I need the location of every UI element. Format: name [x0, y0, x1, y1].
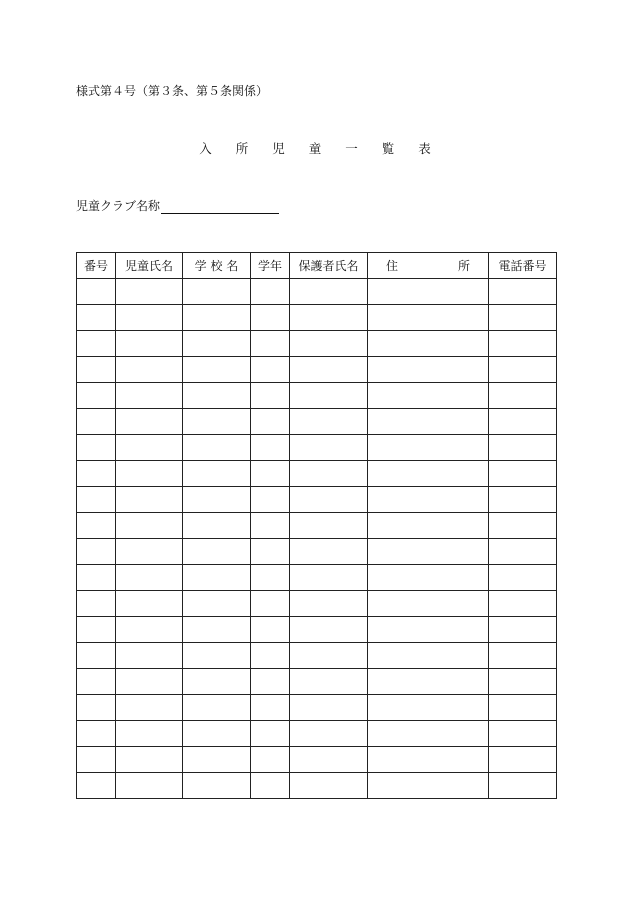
cell-phone[interactable]: [489, 435, 557, 461]
cell-guardian-name[interactable]: [290, 331, 368, 357]
header-phone: 電話番号: [489, 253, 557, 279]
cell-address[interactable]: [368, 305, 489, 331]
cell-grade[interactable]: [251, 461, 290, 487]
cell-address[interactable]: [368, 383, 489, 409]
cell-number[interactable]: [77, 383, 116, 409]
cell-child-name[interactable]: [116, 773, 183, 799]
document-title-char: 所: [235, 141, 249, 156]
club-name-blank-line[interactable]: [161, 200, 279, 214]
cell-guardian-name[interactable]: [290, 513, 368, 539]
cell-guardian-name[interactable]: [290, 487, 368, 513]
header-address-left: 住: [386, 259, 399, 273]
cell-child-name[interactable]: [116, 695, 183, 721]
roster-body: [77, 279, 557, 799]
cell-grade[interactable]: [251, 409, 290, 435]
cell-child-name[interactable]: [116, 721, 183, 747]
cell-guardian-name[interactable]: [290, 539, 368, 565]
cell-child-name[interactable]: [116, 383, 183, 409]
cell-guardian-name[interactable]: [290, 617, 368, 643]
cell-grade[interactable]: [251, 669, 290, 695]
table-row: [77, 461, 557, 487]
table-row: [77, 279, 557, 305]
document-title-char: 童: [308, 141, 322, 156]
cell-child-name[interactable]: [116, 409, 183, 435]
cell-number[interactable]: [77, 305, 116, 331]
cell-address[interactable]: [368, 409, 489, 435]
roster-table: [76, 252, 557, 799]
cell-grade[interactable]: [251, 513, 290, 539]
cell-address[interactable]: [368, 643, 489, 669]
cell-grade[interactable]: [251, 305, 290, 331]
cell-school-name[interactable]: [183, 721, 251, 747]
cell-child-name[interactable]: [116, 279, 183, 305]
cell-school-name[interactable]: [183, 461, 251, 487]
cell-child-name[interactable]: [116, 565, 183, 591]
cell-grade[interactable]: [251, 591, 290, 617]
cell-address[interactable]: [368, 721, 489, 747]
cell-phone[interactable]: [489, 539, 557, 565]
cell-address[interactable]: [368, 747, 489, 773]
document-title: [0, 141, 630, 157]
cell-address[interactable]: [368, 773, 489, 799]
cell-phone[interactable]: [489, 331, 557, 357]
cell-address[interactable]: [368, 331, 489, 357]
table-row: [77, 409, 557, 435]
cell-number[interactable]: [77, 409, 116, 435]
cell-address[interactable]: [368, 695, 489, 721]
cell-guardian-name[interactable]: [290, 643, 368, 669]
table-row: [77, 357, 557, 383]
cell-guardian-name[interactable]: [290, 591, 368, 617]
cell-child-name[interactable]: [116, 617, 183, 643]
cell-guardian-name[interactable]: [290, 383, 368, 409]
cell-guardian-name[interactable]: [290, 695, 368, 721]
cell-address[interactable]: [368, 461, 489, 487]
document-title-char: 表: [418, 141, 431, 156]
table-header-row: [77, 253, 557, 279]
table-row: [77, 617, 557, 643]
cell-grade[interactable]: [251, 643, 290, 669]
cell-grade[interactable]: [251, 383, 290, 409]
cell-child-name[interactable]: [116, 331, 183, 357]
cell-guardian-name[interactable]: [290, 435, 368, 461]
table-row: [77, 695, 557, 721]
cell-phone[interactable]: [489, 669, 557, 695]
cell-address[interactable]: [368, 513, 489, 539]
header-school-name: 学 校 名: [183, 253, 251, 279]
cell-school-name[interactable]: [183, 695, 251, 721]
cell-grade[interactable]: [251, 565, 290, 591]
cell-grade[interactable]: [251, 721, 290, 747]
club-name-field: [76, 198, 279, 214]
cell-number[interactable]: [77, 617, 116, 643]
cell-school-name[interactable]: [183, 617, 251, 643]
cell-address[interactable]: [368, 487, 489, 513]
cell-guardian-name[interactable]: [290, 721, 368, 747]
cell-child-name[interactable]: [116, 305, 183, 331]
cell-number[interactable]: [77, 695, 116, 721]
cell-school-name[interactable]: [183, 591, 251, 617]
cell-grade[interactable]: [251, 331, 290, 357]
cell-school-name[interactable]: [183, 331, 251, 357]
cell-number[interactable]: [77, 721, 116, 747]
cell-school-name[interactable]: [183, 669, 251, 695]
cell-child-name[interactable]: [116, 643, 183, 669]
table-row: [77, 721, 557, 747]
cell-address[interactable]: [368, 539, 489, 565]
cell-number[interactable]: [77, 357, 116, 383]
cell-phone[interactable]: [489, 279, 557, 305]
cell-address[interactable]: [368, 669, 489, 695]
cell-child-name[interactable]: [116, 747, 183, 773]
form-number: 様式第４号（第３条、第５条関係）: [76, 84, 269, 98]
document-title-char: 一: [345, 141, 358, 156]
cell-school-name[interactable]: [183, 643, 251, 669]
cell-phone[interactable]: [489, 747, 557, 773]
cell-address[interactable]: [368, 435, 489, 461]
cell-child-name[interactable]: [116, 513, 183, 539]
cell-number[interactable]: [77, 279, 116, 305]
cell-school-name[interactable]: [183, 305, 251, 331]
cell-school-name[interactable]: [183, 565, 251, 591]
cell-address[interactable]: [368, 357, 489, 383]
cell-phone[interactable]: [489, 305, 557, 331]
cell-number[interactable]: [77, 773, 116, 799]
cell-address[interactable]: [368, 565, 489, 591]
cell-grade[interactable]: [251, 773, 290, 799]
cell-number[interactable]: [77, 331, 116, 357]
cell-school-name[interactable]: [183, 513, 251, 539]
cell-school-name[interactable]: [183, 383, 251, 409]
cell-school-name[interactable]: [183, 747, 251, 773]
cell-number[interactable]: [77, 513, 116, 539]
cell-number[interactable]: [77, 669, 116, 695]
cell-school-name[interactable]: [183, 409, 251, 435]
cell-phone[interactable]: [489, 461, 557, 487]
cell-number[interactable]: [77, 643, 116, 669]
table-row: [77, 305, 557, 331]
document-title-char: 覧: [381, 141, 395, 156]
club-name-label: 児童クラブ名称: [76, 199, 161, 213]
cell-grade[interactable]: [251, 357, 290, 383]
cell-phone[interactable]: [489, 357, 557, 383]
document-title-char: 児: [272, 141, 285, 156]
header-number: 番号: [77, 253, 116, 279]
cell-guardian-name[interactable]: [290, 279, 368, 305]
header-address-right: 所: [457, 259, 470, 273]
header-child-name: 児童氏名: [116, 253, 183, 279]
table-row: [77, 539, 557, 565]
table-row: [77, 773, 557, 799]
cell-grade[interactable]: [251, 617, 290, 643]
cell-child-name[interactable]: [116, 487, 183, 513]
cell-school-name[interactable]: [183, 773, 251, 799]
document-title-char: 入: [199, 141, 212, 156]
cell-number[interactable]: [77, 461, 116, 487]
cell-phone[interactable]: [489, 565, 557, 591]
cell-grade[interactable]: [251, 695, 290, 721]
cell-school-name[interactable]: [183, 487, 251, 513]
cell-child-name[interactable]: [116, 591, 183, 617]
cell-number[interactable]: [77, 591, 116, 617]
cell-guardian-name[interactable]: [290, 565, 368, 591]
table-row: [77, 643, 557, 669]
cell-guardian-name[interactable]: [290, 773, 368, 799]
cell-phone[interactable]: [489, 409, 557, 435]
cell-phone[interactable]: [489, 383, 557, 409]
header-address: [368, 253, 489, 279]
cell-school-name[interactable]: [183, 539, 251, 565]
cell-phone[interactable]: [489, 513, 557, 539]
cell-grade[interactable]: [251, 747, 290, 773]
header-guardian-name: 保護者氏名: [290, 253, 368, 279]
table-row: [77, 513, 557, 539]
cell-number[interactable]: [77, 539, 116, 565]
cell-address[interactable]: [368, 591, 489, 617]
cell-number[interactable]: [77, 565, 116, 591]
cell-guardian-name[interactable]: [290, 747, 368, 773]
table-row: [77, 591, 557, 617]
cell-guardian-name[interactable]: [290, 461, 368, 487]
cell-phone[interactable]: [489, 591, 557, 617]
cell-phone[interactable]: [489, 695, 557, 721]
table-row: [77, 435, 557, 461]
cell-number[interactable]: [77, 487, 116, 513]
cell-school-name[interactable]: [183, 357, 251, 383]
cell-child-name[interactable]: [116, 357, 183, 383]
cell-phone[interactable]: [489, 721, 557, 747]
table-row: [77, 331, 557, 357]
cell-phone[interactable]: [489, 643, 557, 669]
cell-phone[interactable]: [489, 773, 557, 799]
cell-grade[interactable]: [251, 539, 290, 565]
cell-school-name[interactable]: [183, 279, 251, 305]
cell-guardian-name[interactable]: [290, 409, 368, 435]
cell-child-name[interactable]: [116, 539, 183, 565]
table-row: [77, 383, 557, 409]
table-row: [77, 669, 557, 695]
table-row: [77, 565, 557, 591]
table-row: [77, 487, 557, 513]
cell-grade[interactable]: [251, 487, 290, 513]
cell-grade[interactable]: [251, 279, 290, 305]
cell-address[interactable]: [368, 279, 489, 305]
cell-guardian-name[interactable]: [290, 669, 368, 695]
cell-number[interactable]: [77, 435, 116, 461]
header-grade: 学年: [251, 253, 290, 279]
cell-guardian-name[interactable]: [290, 305, 368, 331]
cell-school-name[interactable]: [183, 435, 251, 461]
cell-grade[interactable]: [251, 435, 290, 461]
cell-address[interactable]: [368, 617, 489, 643]
cell-phone[interactable]: [489, 617, 557, 643]
cell-number[interactable]: [77, 747, 116, 773]
cell-child-name[interactable]: [116, 461, 183, 487]
table-row: [77, 747, 557, 773]
cell-child-name[interactable]: [116, 669, 183, 695]
cell-phone[interactable]: [489, 487, 557, 513]
cell-guardian-name[interactable]: [290, 357, 368, 383]
cell-child-name[interactable]: [116, 435, 183, 461]
